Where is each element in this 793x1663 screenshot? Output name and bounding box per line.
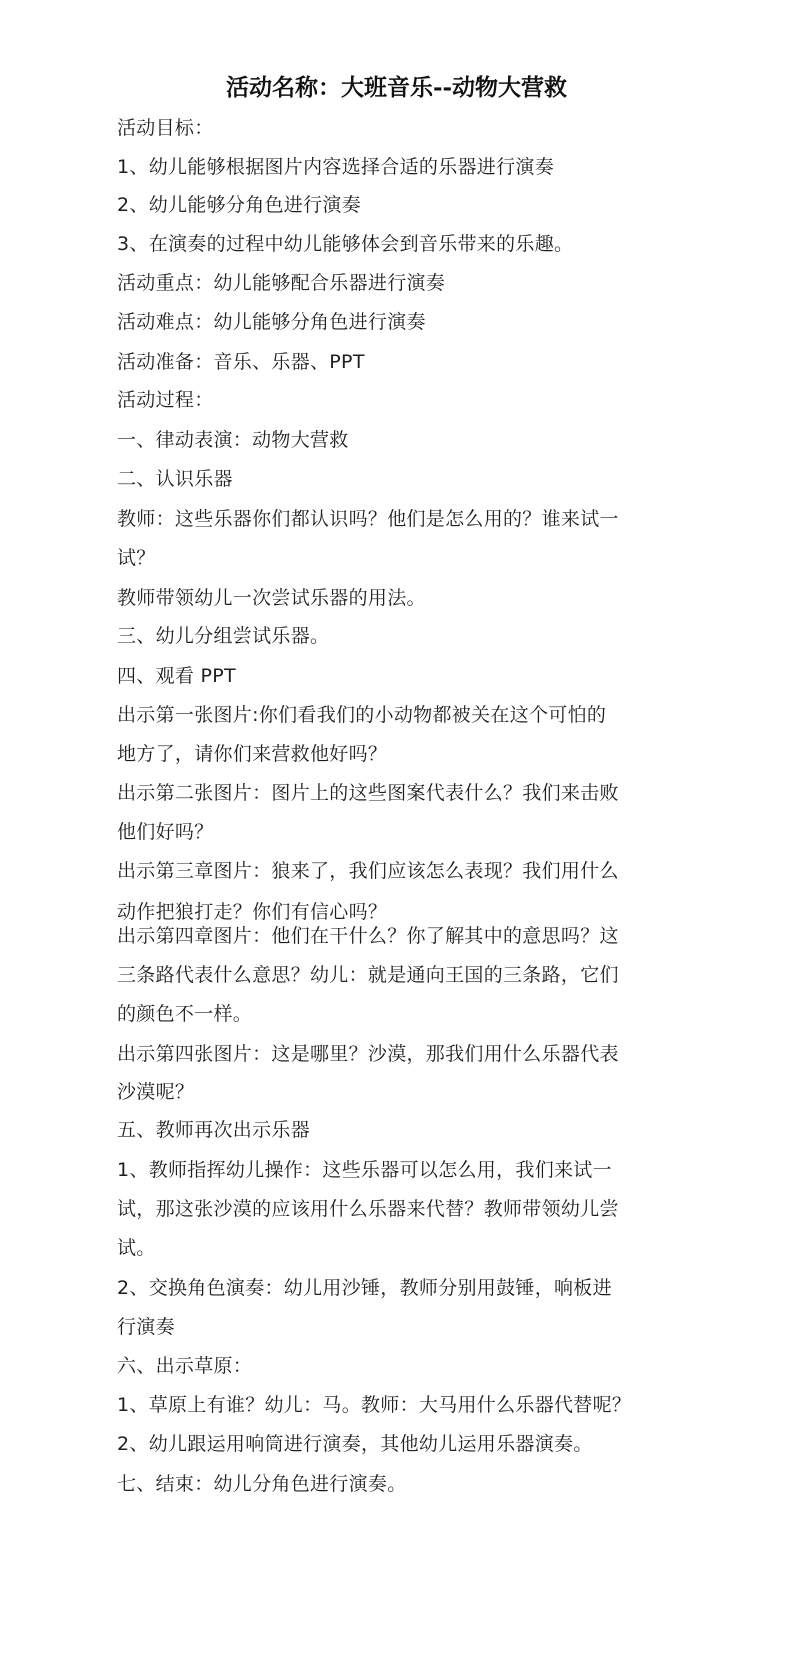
text-line: 1、草原上有谁？幼儿：马。教师：大马用什么乐器代替呢？ <box>117 1394 632 1416</box>
text-line: 2、交换角色演奏：幼儿用沙锤，教师分别用鼓锤，响板进 <box>117 1277 612 1299</box>
text-line: 的颜色不一样。 <box>117 1003 253 1025</box>
text-line: 活动过程： <box>117 389 214 411</box>
text-line: 沙漠呢？ <box>117 1081 195 1103</box>
text-line: 1、教师指挥幼儿操作：这些乐器可以怎么用，我们来试一 <box>117 1159 612 1181</box>
text-line: 四、观看 PPT <box>117 665 236 687</box>
text-line: 出示第四张图片：这是哪里？沙漠，那我们用什么乐器代表 <box>117 1043 619 1065</box>
text-line: 行演奏 <box>117 1316 175 1338</box>
text-line: 试？ <box>117 547 156 569</box>
text-line: 地方了，请你们来营救他好吗？ <box>117 743 388 765</box>
text-line: 活动准备：音乐、乐器、PPT <box>117 351 365 373</box>
text-line: 出示第一张图片:你们看我们的小动物都被关在这个可怕的 <box>117 704 607 726</box>
text-line: 教师：这些乐器你们都认识吗？他们是怎么用的？谁来试一 <box>117 508 619 530</box>
text-line: 出示第二张图片：图片上的这些图案代表什么？我们来击败 <box>117 782 619 804</box>
text-line: 2、幼儿能够分角色进行演奏 <box>117 194 361 216</box>
text-line: 六、出示草原： <box>117 1355 253 1377</box>
text-line: 一、律动表演：动物大营救 <box>117 429 349 451</box>
text-line: 活动难点：幼儿能够分角色进行演奏 <box>117 311 426 333</box>
text-line: 出示第四章图片：他们在干什么？你了解其中的意思吗？这 <box>117 925 619 947</box>
text-line: 三条路代表什么意思？幼儿：就是通向王国的三条路，它们 <box>117 964 619 986</box>
text-line: 出示第三章图片：狼来了，我们应该怎么表现？我们用什么 <box>117 860 619 882</box>
text-line: 他们好吗？ <box>117 821 214 843</box>
document-title: 活动名称：大班音乐--动物大营救 <box>225 74 568 101</box>
text-line: 3、在演奏的过程中幼儿能够体会到音乐带来的乐趣。 <box>117 233 574 255</box>
text-line: 五、教师再次出示乐器 <box>117 1119 311 1141</box>
text-line: 试。 <box>117 1237 156 1259</box>
text-line: 2、幼儿跟运用响筒进行演奏，其他幼儿运用乐器演奏。 <box>117 1433 593 1455</box>
text-line: 活动目标： <box>117 117 214 139</box>
text-line: 活动重点：幼儿能够配合乐器进行演奏 <box>117 272 446 294</box>
text-line: 二、认识乐器 <box>117 468 233 490</box>
text-line: 动作把狼打走？你们有信心吗？ <box>117 901 388 923</box>
text-line: 三、幼儿分组尝试乐器。 <box>117 625 330 647</box>
text-line: 七、结束：幼儿分角色进行演奏。 <box>117 1473 407 1495</box>
text-line: 1、幼儿能够根据图片内容选择合适的乐器进行演奏 <box>117 156 554 178</box>
text-line: 试，那这张沙漠的应该用什么乐器来代替？教师带领幼儿尝 <box>117 1198 619 1220</box>
text-line: 教师带领幼儿一次尝试乐器的用法。 <box>117 587 426 609</box>
